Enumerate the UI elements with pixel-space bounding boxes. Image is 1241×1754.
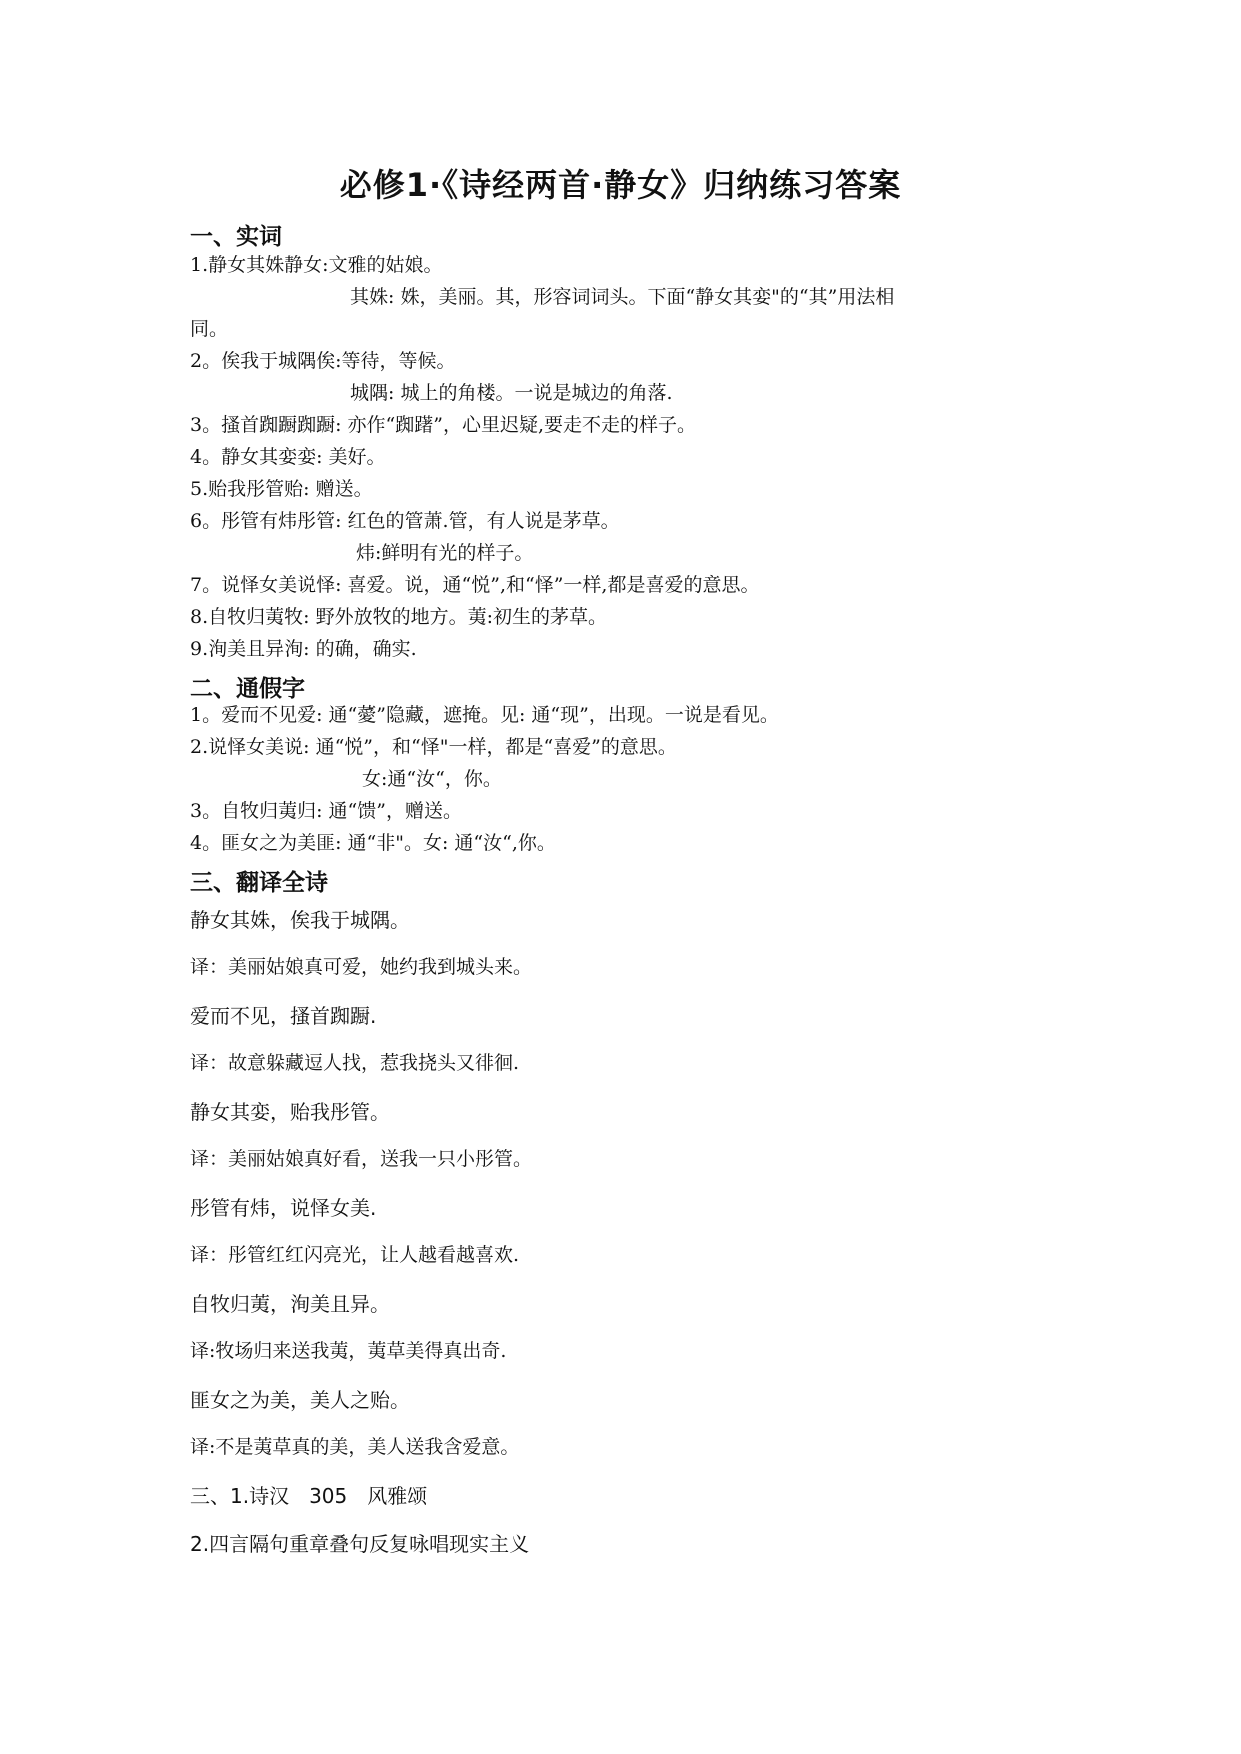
- shici-line: 6。彤管有炜彤管: 红色的管萧.管，有人说是茅草。: [190, 510, 620, 532]
- tongjia-line: 女:通“汝“，你。: [362, 768, 502, 790]
- page-title: 必修1·《诗经两首·静女》归纳练习答案: [339, 166, 902, 204]
- section-heading-translation: 三、翻译全诗: [190, 870, 328, 896]
- translation-line: 译:牧场归来送我荑，荑草美得真出奇.: [190, 1340, 507, 1362]
- shici-line: 城隅: 城上的角楼。一说是城边的角落.: [350, 382, 673, 404]
- tongjia-line: 1。爱而不见爱: 通“薆”隐藏，遮掩。见: 通“现”，出现。一说是看见。: [190, 704, 779, 726]
- poem-line: 静女其姝，俟我于城隅。: [190, 908, 410, 932]
- shici-line: 炜:鲜明有光的样子。: [356, 542, 534, 564]
- shici-line: 8.自牧归荑牧: 野外放牧的地方。荑:初生的茅草。: [190, 606, 607, 628]
- shici-line: 3。搔首踟蹰踟蹰: 亦作“踟躇”，心里迟疑,要走不走的样子。: [190, 414, 696, 436]
- tongjia-line: 4。匪女之为美匪: 通“非"。女: 通“汝“,你。: [190, 832, 556, 854]
- poem-line: 自牧归荑，洵美且异。: [190, 1292, 390, 1316]
- poem-line: 爱而不见，搔首踟蹰.: [190, 1004, 377, 1028]
- shici-line: 7。说怿女美说怿: 喜爱。说，通“悦”,和“怿”一样,都是喜爱的意思。: [190, 574, 760, 596]
- section-heading-tongjia: 二、通假字: [190, 676, 305, 702]
- translation-line: 译：彤管红红闪亮光，让人越看越喜欢.: [190, 1244, 520, 1266]
- shici-line: 1.静女其姝静女:文雅的姑娘。: [190, 254, 443, 276]
- tongjia-line: 3。自牧归荑归: 通“馈”，赠送。: [190, 800, 462, 822]
- poem-line: 匪女之为美，美人之贻。: [190, 1388, 410, 1412]
- shici-line: 其姝: 姝，美丽。其，形容词词头。下面“静女其娈"的“其”用法相: [350, 286, 895, 308]
- answer-line: 2.四言隔句重章叠句反复咏唱现实主义: [190, 1532, 530, 1556]
- translation-line: 译：美丽姑娘真好看，送我一只小彤管。: [190, 1148, 533, 1170]
- shici-line: 同。: [190, 318, 229, 340]
- shici-line: 5.贻我彤管贻: 赠送。: [190, 478, 373, 500]
- poem-line: 彤管有炜，说怿女美.: [190, 1196, 377, 1220]
- section-heading-shici: 一、实词: [190, 224, 282, 250]
- poem-line: 静女其娈，贻我彤管。: [190, 1100, 390, 1124]
- answer-line: 三、1.诗汉 305 风雅颂: [190, 1484, 428, 1508]
- translation-line: 译：美丽姑娘真可爱，她约我到城头来。: [190, 956, 533, 978]
- shici-line: 2。俟我于城隅俟:等待，等候。: [190, 350, 456, 372]
- shici-line: 9.洵美且异洵: 的确，确实.: [190, 638, 417, 660]
- translation-line: 译：故意躲藏逗人找，惹我挠头又徘徊.: [190, 1052, 520, 1074]
- translation-line: 译:不是荑草真的美，美人送我含爱意。: [190, 1436, 520, 1458]
- tongjia-line: 2.说怿女美说: 通“悦”，和“怿"一样，都是“喜爱”的意思。: [190, 736, 677, 758]
- shici-line: 4。静女其娈娈: 美好。: [190, 446, 386, 468]
